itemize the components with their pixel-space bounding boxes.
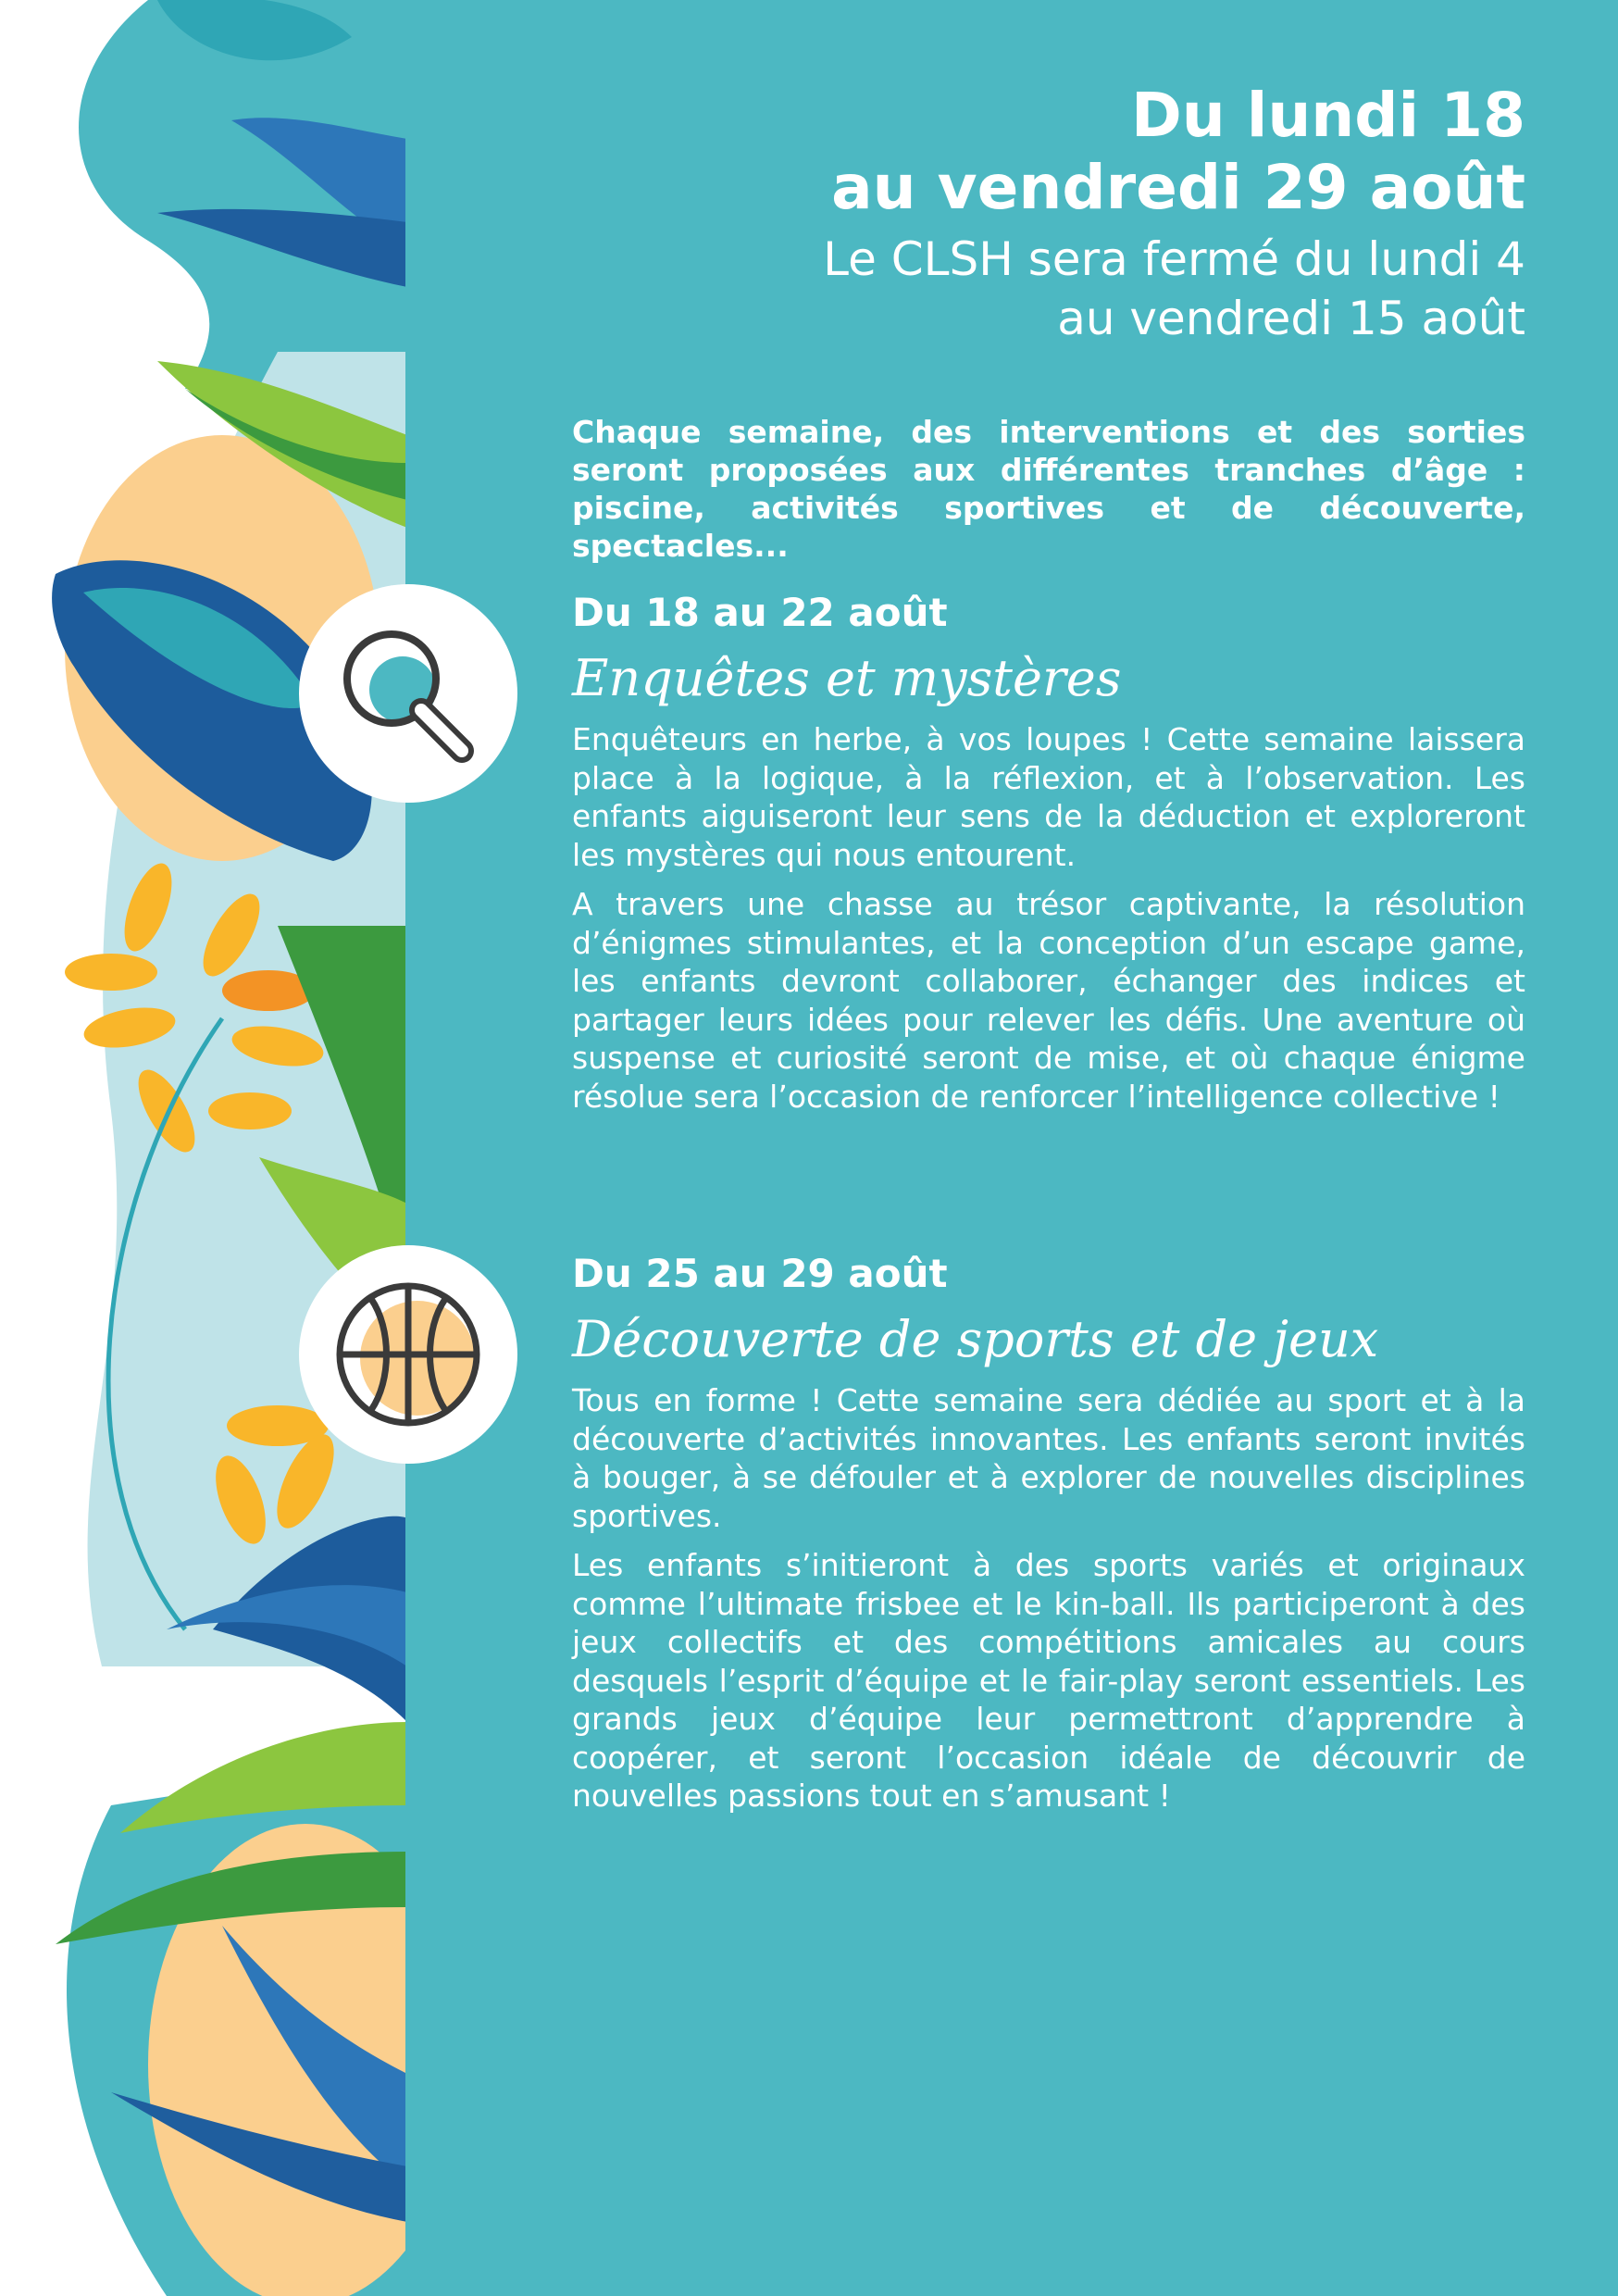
closure-notice — [572, 230, 1525, 348]
week-theme: Enquêtes et mystères — [572, 649, 1122, 707]
week2-icon-badge — [299, 1245, 517, 1464]
week-paragraph: Tous en forme ! Cette semaine sera dédiée au sport et à la découverte d’activités innovantes. Les enfants seront invités à bouger, à se défouler et à explorer de nouvelles disciplines sportives. — [572, 1382, 1525, 1534]
week-section-1 — [572, 589, 1525, 1116]
magnifying-glass-icon — [299, 584, 517, 803]
week-section-2 — [572, 1250, 1525, 1816]
tropical-leaves-decoration — [0, 0, 407, 2296]
week-paragraph: Les enfants s’initieront à des sports variés et originaux comme l’ultimate frisbee et le kin-ball. Ils participeront à des jeux collectifs et des compétitions amicales au cours desquels l’esprit d’équipe et le fair-play seront essentiels. Les grands jeux d’équipe leur permettront d’apprendre à coopérer, et seront l’occasion idéale de découvrir de nouvelles passions tout en s’amusant ! — [572, 1547, 1525, 1814]
week1-icon-badge — [299, 584, 517, 803]
basketball-icon — [299, 1245, 517, 1464]
closure-notice-line-2: au vendredi 15 août — [1057, 292, 1525, 345]
week-paragraph: A travers une chasse au trésor captivante, la résolution d’énigmes stimulantes, et la conception d’un escape game, les enfants devront collaborer, échanger des indices et partager leurs idées pour relever les défis. Une aventure où suspense et curiosité seront de mise, et où chaque énigme résolue sera l’occasion de renforcer l’intelligence collective ! — [572, 886, 1525, 1115]
week-date: Du 18 au 22 août — [572, 590, 948, 635]
title-line-2: au vendredi 29 août — [831, 152, 1525, 223]
week-date: Du 25 au 29 août — [572, 1251, 948, 1296]
intro-text: Chaque semaine, des interventions et des sorties seront proposées aux différentes tranches d’âge : piscine, activités sportives et de découverte, spectacles... — [572, 414, 1525, 564]
closure-notice-line-1: Le CLSH sera fermé du lundi 4 — [823, 232, 1525, 286]
week-paragraph: Enquêteurs en herbe, à vos loupes ! Cette semaine laissera place à la logique, à la réflexion, et à l’observation. Les enfants aiguiseront leur sens de la déduction et exploreront les mystères qui nous entourent. — [572, 721, 1525, 873]
title-line-1: Du lundi 18 — [1130, 80, 1525, 151]
week-theme: Découverte de sports et de jeux — [572, 1310, 1379, 1368]
header — [572, 80, 1525, 348]
